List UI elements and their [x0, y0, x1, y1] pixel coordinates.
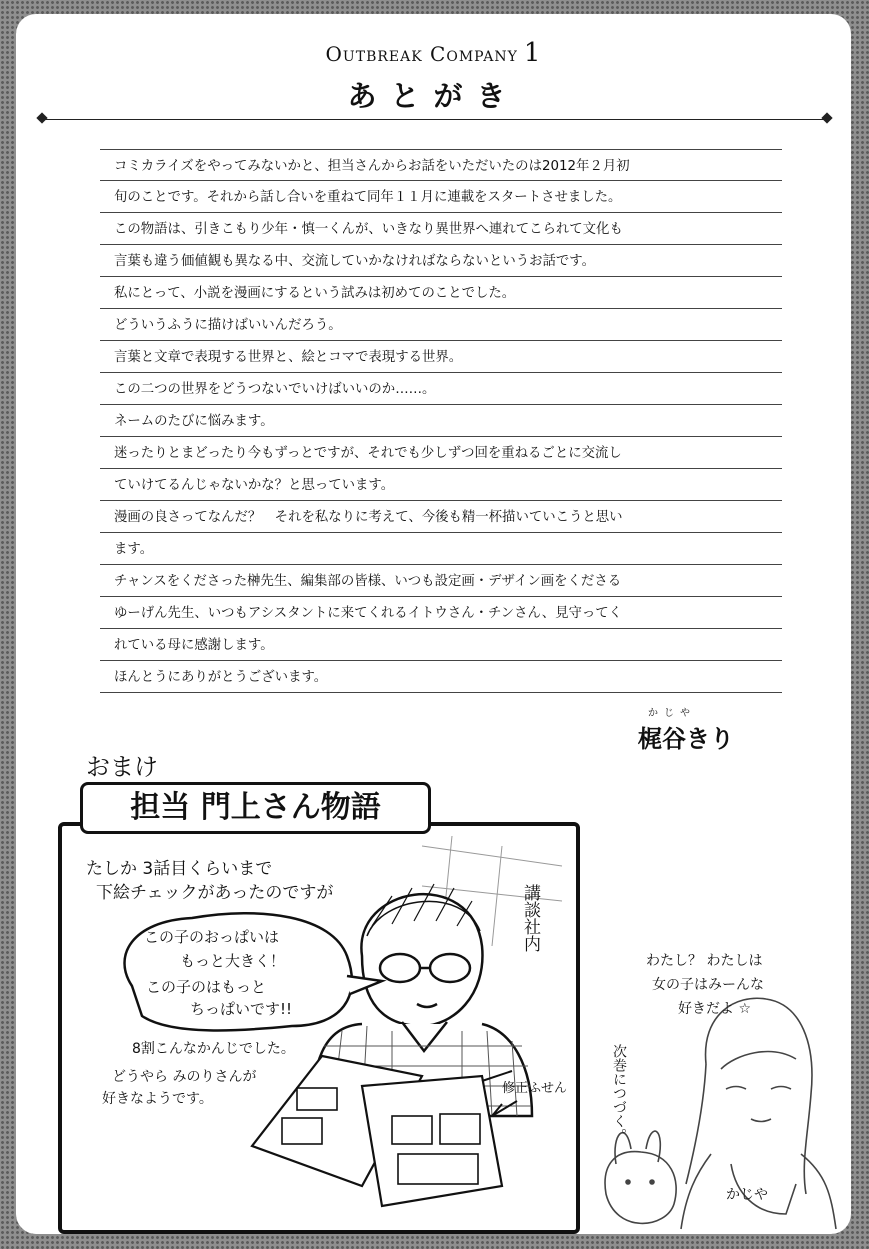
signature-ruby: かじや: [648, 708, 696, 719]
afterword-line: チャンスをくださった榊先生、編集部の皆様、いつも設定画・デザイン画をくださる: [100, 565, 782, 597]
afterword-line: 漫画の良さってなんだ？ それを私なりに考えて、今後も精一杯描いていこうと思い: [100, 501, 782, 533]
omake-label: おまけ: [86, 753, 158, 781]
comic-panel: [58, 822, 580, 1234]
speech-line: この子のはもっと: [146, 978, 267, 996]
speech-line: もっと大きく！: [180, 952, 286, 970]
afterword-line: 迷ったりとまどったり今もずっとですが、それでも少しずつ回を重ねるごとに交流し: [100, 437, 782, 469]
afterword-line: ていけてるんじゃないかな？と思っています。: [100, 469, 782, 501]
sticky-note-label: 修正ふせん: [502, 1081, 568, 1096]
header-divider: [42, 119, 828, 120]
speech-line: ちっぱいです!!: [190, 1000, 293, 1018]
right-speech-line: わたし？ わたしは: [646, 953, 763, 969]
page-heading: あとがき: [347, 79, 520, 113]
afterword-page: [16, 14, 851, 1234]
signature-name: 梶谷きり: [638, 725, 734, 753]
afterword-line: どういうふうに描けばいいんだろう。: [100, 309, 782, 341]
author-signature: [638, 704, 734, 754]
afterword-line: この二つの世界をどうつないでいけばいいのか……。: [100, 373, 782, 405]
afterword-body: [100, 149, 782, 693]
caption-bottom-3: 好きなようです。: [102, 1091, 213, 1107]
speech-line: この子のおっぱいは: [144, 928, 280, 946]
volume-number: 1: [523, 38, 542, 68]
series-title: Outbreak Company: [325, 42, 518, 66]
character-sketch: [586, 894, 846, 1234]
author-tag: かじや: [726, 1187, 768, 1203]
next-volume-label: 次巻につづく。: [611, 1044, 627, 1142]
afterword-line: れている母に感謝します。: [100, 629, 782, 661]
series-header: [16, 38, 851, 68]
caption-bottom-2: どうやら みのりさんが: [112, 1069, 257, 1085]
afterword-line: 旬のことです。それから話し合いを重ねて同年１１月に連載をスタートさせました。: [100, 181, 782, 213]
afterword-line: ネームのたびに悩みます。: [100, 405, 782, 437]
afterword-line: ゆーげん先生、いつもアシスタントに来てくれるイトウさん・チンさん、見守ってく: [100, 597, 782, 629]
caption-top-2: 下絵チェックがあったのですが: [96, 883, 334, 903]
caption-bottom-1: 8割こんなかんじでした。: [132, 1041, 295, 1057]
afterword-line: ほんとうにありがとうございます。: [100, 661, 782, 693]
afterword-line: 言葉と文章で表現する世界と、絵とコマで表現する世界。: [100, 341, 782, 373]
afterword-line: ます。: [100, 533, 782, 565]
comic-title: 担当 門上さん物語: [80, 782, 431, 834]
right-speech-line: 好きだよ ☆: [678, 1001, 752, 1017]
afterword-line: コミカライズをやってみないかと、担当さんからお話をいただいたのは2012年２月初: [100, 149, 782, 181]
afterword-line: この物語は、引きこもり少年・慎一くんが、いきなり異世界へ連れてこられて文化も: [100, 213, 782, 245]
office-label: 講談社内: [520, 884, 540, 952]
right-speech-line: 女の子はみーんな: [652, 977, 764, 993]
caption-top-1: たしか 3話目くらいまで: [86, 859, 273, 879]
afterword-line: 私にとって、小説を漫画にするという試みは初めてのことでした。: [100, 277, 782, 309]
afterword-line: 言葉も違う価値観も異なる中、交流していかなければならないというお話です。: [100, 245, 782, 277]
